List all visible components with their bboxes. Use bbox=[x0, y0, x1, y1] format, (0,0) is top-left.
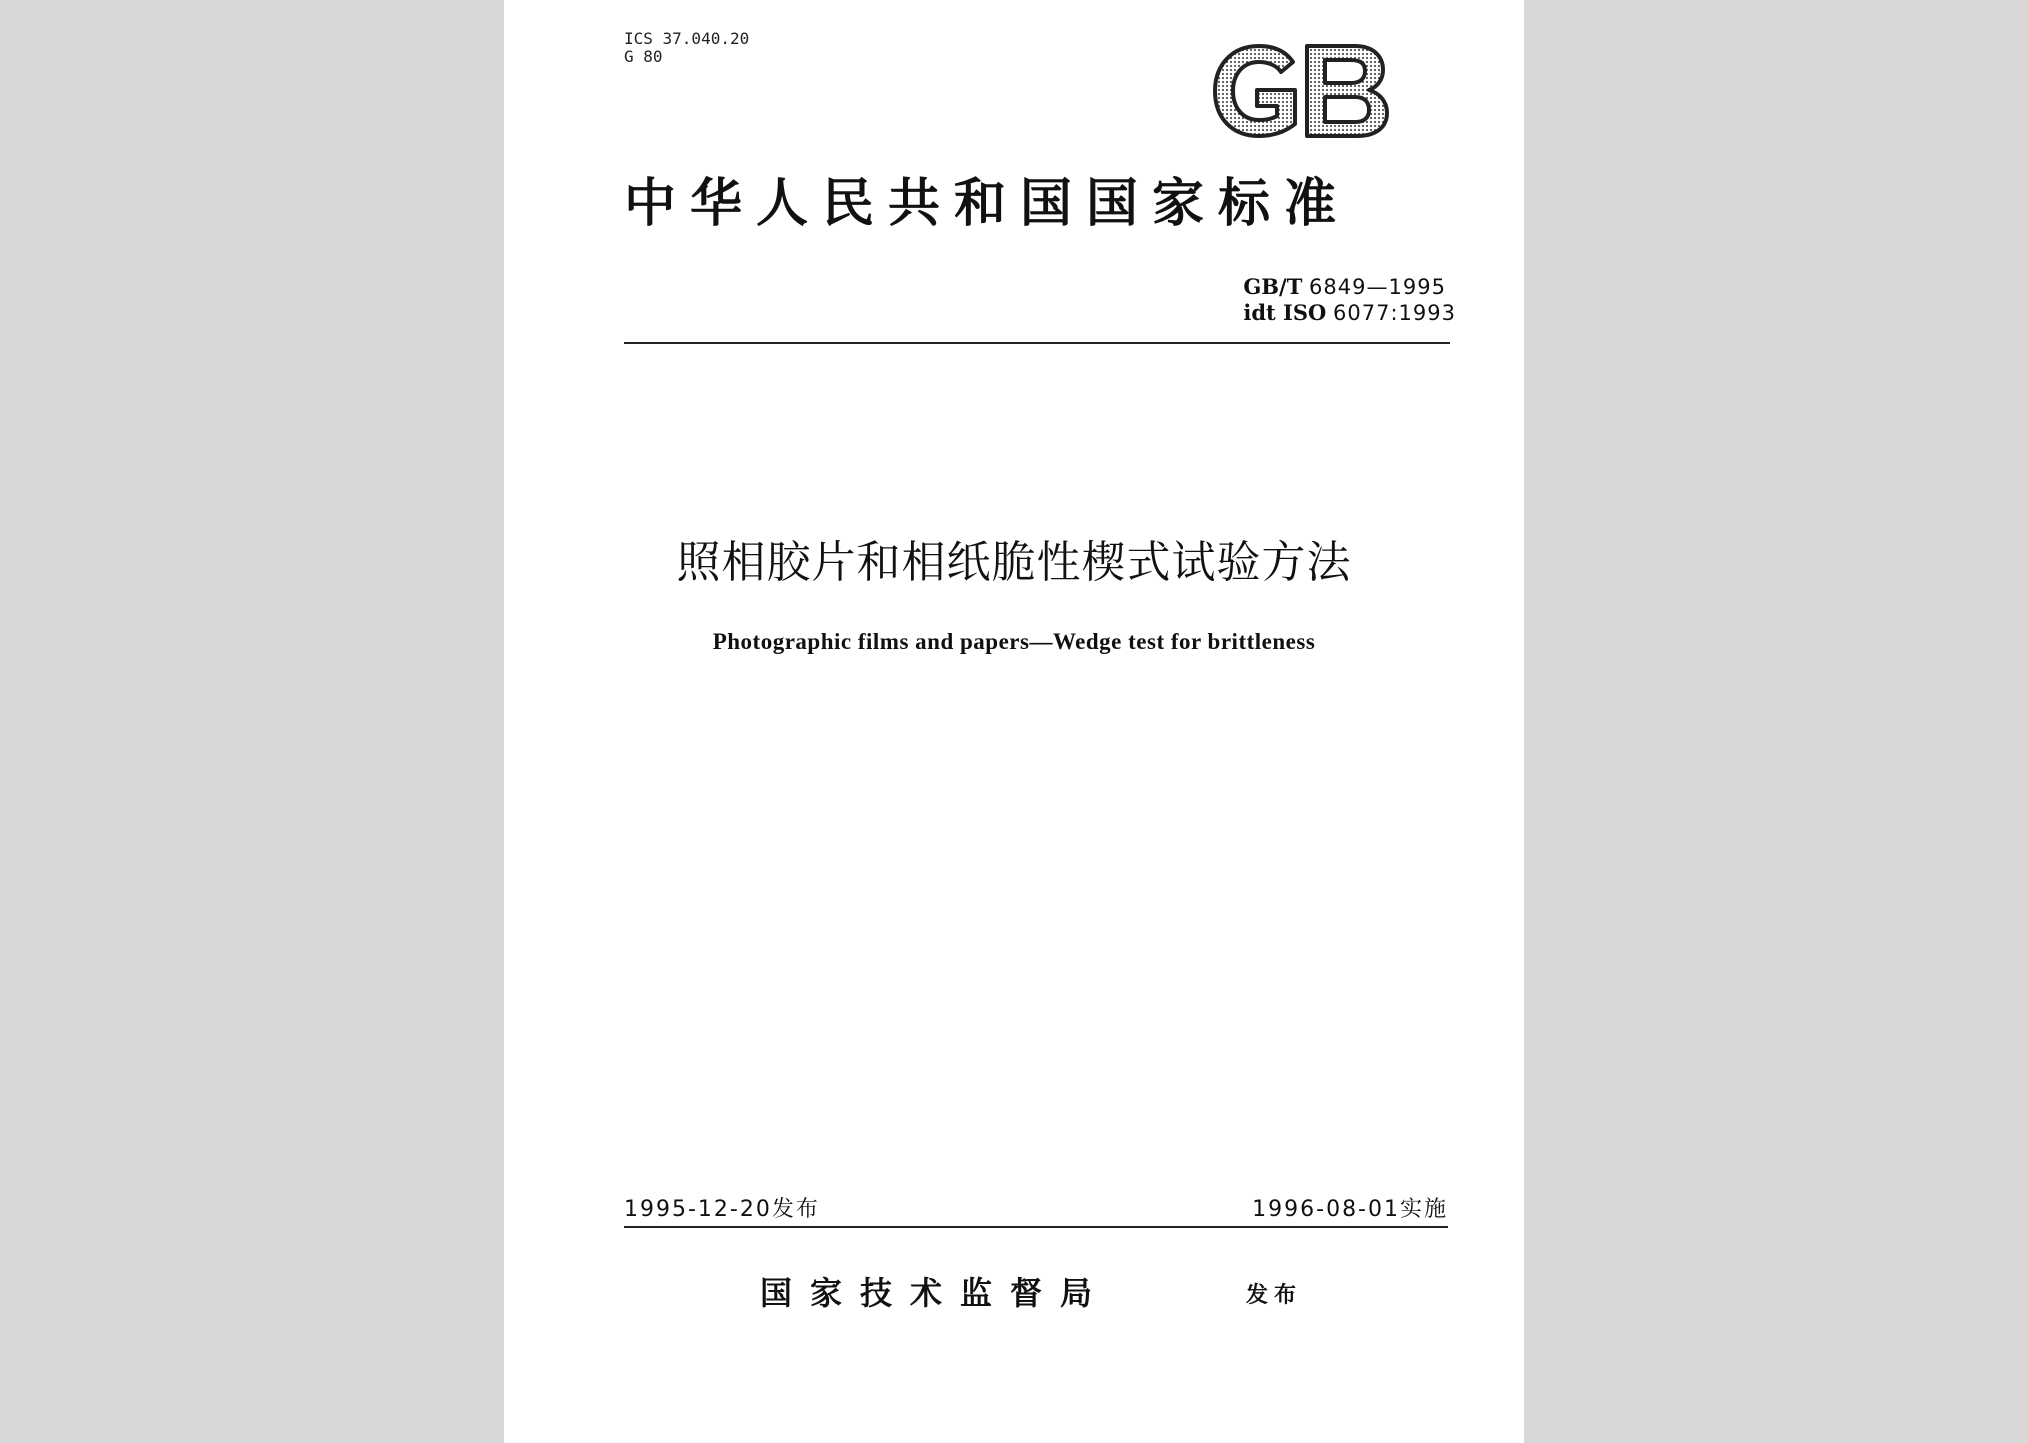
footer-divider bbox=[624, 1226, 1448, 1228]
issuing-organization: 国家技术监督局 bbox=[760, 1274, 1111, 1312]
english-title: Photographic films and papers—Wedge test for brittleness bbox=[712, 629, 1316, 654]
header-divider bbox=[624, 342, 1450, 344]
issue-action: 发布 bbox=[1246, 1282, 1303, 1308]
idt-prefix: idt ISO bbox=[1243, 300, 1327, 325]
standard-number: 6849—1995 bbox=[1309, 275, 1446, 299]
document-page bbox=[504, 0, 1524, 1443]
standard-prefix: GB/T bbox=[1243, 274, 1303, 299]
national-standard-title: 中华人民共和国国家标准 bbox=[624, 173, 1351, 234]
chinese-title: 照相胶片和相纸脆性楔式试验方法 bbox=[676, 537, 1352, 588]
issue-date: 1995-12-20发布 bbox=[624, 1197, 820, 1222]
standard-number-block bbox=[1243, 274, 1456, 326]
gb-logo-icon bbox=[1209, 40, 1391, 142]
idt-number: 6077:1993 bbox=[1333, 301, 1456, 325]
ccs-code: G 80 bbox=[624, 47, 663, 66]
implementation-date: 1996-08-01实施 bbox=[1252, 1197, 1448, 1222]
classification-codes bbox=[624, 30, 749, 66]
ics-code: ICS 37.040.20 bbox=[624, 29, 750, 48]
